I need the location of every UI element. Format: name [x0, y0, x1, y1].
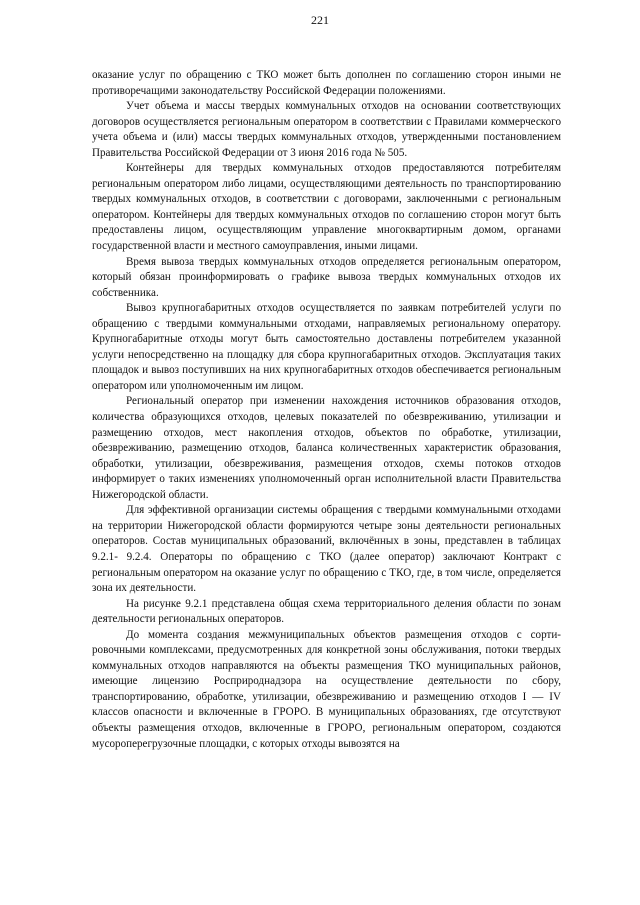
paragraph: До момента создания межмуниципальных объектов размещения отходов с сортировочными комплексами, предусмотренных для конкретной зоны обслуживания, потоки твердых коммунальных отходов направляются на объекты размещения ТКО муниципальных районов, имеющие лицензию Росприроднадзора на осуществление деятельности по сбору, транспортированию, обработке, утилизации, обезвреживанию и размещению отходов I — IV классов опасности и включенные в ГРОРО. В муниципальных образованиях, где отсутствуют объекты размещения отходов, включенные в ГРОРО, региональным оператором, создаются мусороперегрузочные площадки, с которых отходы вывозятся на	[92, 628, 561, 750]
paragraph: На рисунке 9.2.1 представлена общая схема территориального деления области по зонам деятельности региональных операторов.	[92, 597, 561, 626]
paragraph: Для эффективной организации системы обращения с твердыми коммунальными отходами на территории Нижегородской области формируются четыре зоны деятельности региональных операторов. Состав муниципальных образований, включённых в зоны, представлен в таблицах 9.2.1- 9.2.4. Операторы по обращению с ТКО (далее оператор) заключают Контракт с региональным оператором на оказание услуг по обращению с ТКО, где, в том числе, определяется зона их деятельности.	[92, 504, 561, 595]
paragraph: Вывоз крупногабаритных отходов осуществляется по заявкам потребителей услуги по обращению с твердыми коммунальными отходами, направляемых региональному оператору. Крупногабаритные отходы могут быть самостоятельно доставлены потребителем указанной услуги непосредственно на площадку для сбора крупногабаритных отходов. Эксплуатация таких площадок и вывоз поступивших на них крупногабаритных отходов обеспечивается региональным оператором или уполномоченным им лицом.	[92, 302, 561, 392]
page-number: 221	[311, 13, 329, 27]
paragraph: оказание услуг по обращению с ТКО может быть дополнен по соглашению сторон иными не противоречащими законодательству Российской Федерации положениями.	[92, 69, 561, 97]
paragraph: Контейнеры для твердых коммунальных отходов предоставляются потребителям региональным оператором либо лицами, осуществляющими деятельность по транспортированию твердых коммунальных отходов, в соответствии с договорами, заключенными с региональным оператором. Контейнеры для твердых коммунальных отходов по соглашению сторон могут быть предоставлены лицом, осуществляющим управление многоквартирным домом, органами государственной власти и местного самоуправления, иными лицами.	[92, 162, 561, 253]
paragraph: Время вывоза твердых коммунальных отходов определяется региональным оператором, который обязан проинформировать о графике вывоза твердых коммунальных отходов их собственника.	[92, 255, 561, 299]
document-body	[92, 68, 561, 752]
paragraph: Учет объема и массы твердых коммунальных отходов на основании соответствующих договоров осуществляется региональным оператором в соответствии с Правилами коммерческого учета объема и (или) массы твердых коммунальных отходов, утвержденными постановлением Правительства Российской Федерации от 3 июня 2016 года № 505.	[92, 100, 561, 159]
paragraph: Региональный оператор при изменении нахождения источников образования отходов, количества образующихся отходов, целевых показателей по обезвреживанию, утилизации и размещению отходов, мест накопления отходов, объектов по обработке, утилизации, обезвреживанию, размещению отходов, баланса количественных характеристик образования, обработки, утилизации, обезвреживания, размещения отходов, схемы потоков отходов информирует о таких изменениях уполномоченный орган исполнительной власти Правительства Нижегородской области.	[92, 395, 561, 501]
